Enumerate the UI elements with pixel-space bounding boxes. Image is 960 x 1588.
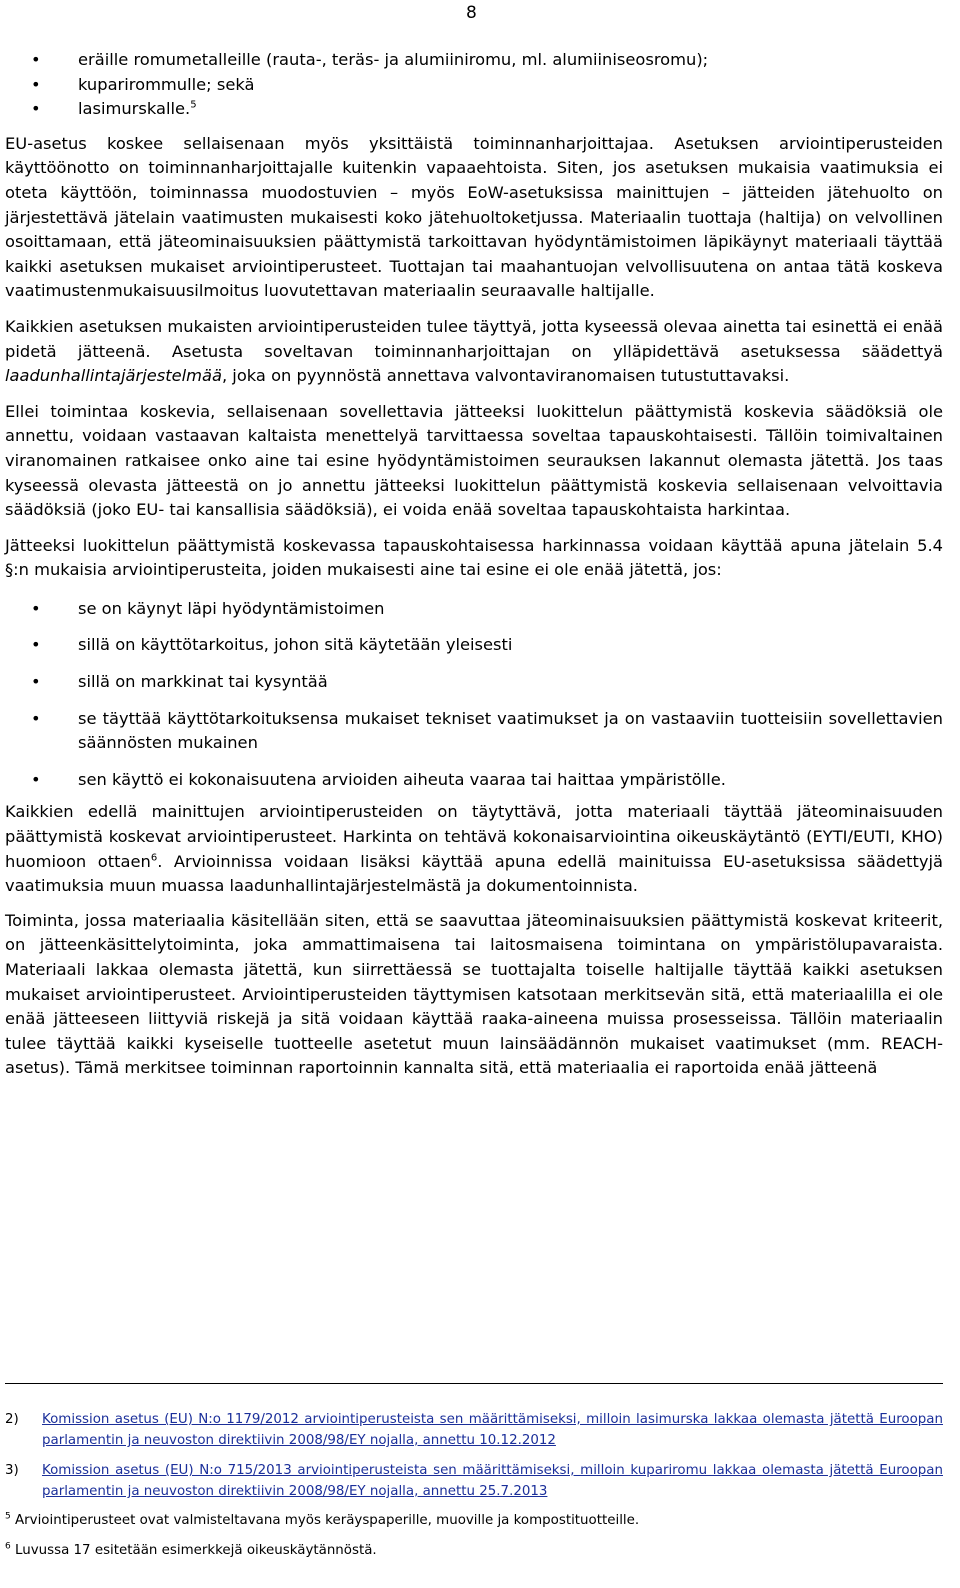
document-body (5, 48, 943, 1081)
footnote-number: 3) (5, 1463, 19, 1478)
list-item: • lasimurskalle.$^5$ (5, 97, 943, 122)
page-number: 8 (466, 3, 478, 23)
footnote-link[interactable]: Komission asetus (EU) N:o 1179/2012 arviointiperusteista sen määrittämiseksi, milloin lasimurska lakkaa olemasta jätettä Euroopan parlamentin ja neuvoston direktiivin 2008/98/EY nojalla, annettu 10.12.2012 (42, 1412, 943, 1448)
footnote-2 (5, 1409, 943, 1451)
list-item: • eräille romumetalleille (rauta-, teräs- ja alumiiniromu, ml. alumiiniseosromu); (5, 48, 943, 73)
criteria-bullet-list (5, 597, 943, 793)
footnote-divider (5, 1383, 943, 1384)
list-item: • sen käyttö ei kokonaisuutena arvioiden aiheuta vaaraa tai haittaa ympäristölle. (5, 768, 943, 793)
list-item: • se on käynyt läpi hyödyntämistoimen (5, 597, 943, 622)
paragraph-waste-act-criteria: Jätteeksi luokittelun päättymistä koskevassa tapauskohtaisessa harkinnassa voidaan käyttää apuna jätelain 5.4 §:n mukaisia arviointiperusteita, joiden mukaisesti aine tai esine ei ole enää jätettä, jos: (5, 535, 943, 580)
footnote-5: $^5$ Arviointiperusteet ovat valmisteltavana myös keräyspaperille, muoville ja kompostituotteille. (5, 1511, 640, 1528)
paragraph-processing-activity: Toiminta, jossa materiaalia käsitellään siten, että se saavuttaa jäteominaisuuksien päättymistä koskevat kriteerit, on jätteenkäsittelytoiminta, joka ammattimaisena tai laitosmaisena toimintana on ympäristölupavaraista. Materiaali lakkaa olemasta jätettä, kun siirrettäessä se tuottajalta toiselle haltijalle täyttää kaikki asetuksen mukaiset arviointiperusteet. Arviointiperusteiden täyttymisen katsotaan merkitsevän sitä, että materiaalilla ei ole enää jätteeseen liittyviä riskejä ja sitä voidaan käyttää raaka-aineena muissa prosesseissa. Tällöin materiaalin tulee täyttää kaikki kyseiselle tuotteelle asetetut muun lainsäädännön mukaiset vaatimukset (mm. REACH-asetus). Tämä merkitsee toiminnan raportoinnin kannalta sitä, että materiaalia ei raportoida enää jätteenä (5, 910, 943, 1078)
footnote-ref: 5 (190, 99, 197, 111)
footnote-link[interactable]: Komission asetus (EU) N:o 715/2013 arviointiperusteista sen määrittämiseksi, milloin kupariromu lakkaa olemasta jätettä Euroopan parlamentin ja neuvoston direktiivin 2008/98/EY nojalla, annettu 25.7.2013 (42, 1463, 943, 1499)
footnote-ref: 6 (150, 852, 158, 864)
paragraph-eu-regulation: EU-asetus koskee sellaisenaan myös yksittäistä toiminnanharjoittajaa. Asetuksen arviointiperusteiden käyttöönotto on toiminnanharjoittajalle kuitenkin vapaaehtoista. Siten, jos asetuksen mukaisia vaatimuksia ei oteta käyttöön, toiminnassa muodostuvien – myös EoW-asetuksissa mainittujen – jätteiden jätehuolto on järjestettävä jätelain vaatimusten mukaisesti koko jätehuoltoketjussa. Materiaalin tuottaja (haltija) on velvollinen osoittamaan, että jäteominaisuuksien päättymistä tarkoittavan hyödyntämistoimen läpikäynyt materiaali täyttää kaikki asetuksen mukaiset arviointiperusteet. Tuottajan tai maahantuojan velvollisuutena on antaa tätä koskeva vaatimustenmukaisuusilmoitus luovutettavan materiaalin seuraavalle haltijalle. (5, 133, 943, 301)
list-item: • sillä on käyttötarkoitus, johon sitä käytetään yleisesti (5, 633, 943, 658)
list-item: • sillä on markkinat tai kysyntää (5, 670, 943, 695)
paragraph-overall-assessment: Kaikkien edellä mainittujen arviointiperusteiden on täytyttävä, jotta materiaali täyttää jäteominaisuuden päättymistä koskevat arviointiperusteet. Harkinta on tehtävä kokonaisarviointina oikeuskäytäntö (EYTI/EUTI, KHO) huomioon ottaen$^6$. Arvioinnissa voidaan lisäksi käyttää apuna edellä mainituissa EU-asetuksissa säädettyjä vaatimuksia muun muassa laadunhallintajärjestelmästä ja dokumentoinnista. (5, 802, 943, 896)
list-item: • se täyttää käyttötarkoituksensa mukaiset tekniset vaatimukset ja on vastaaviin tuotteisiin sovellettavien säännösten mukainen (5, 707, 943, 756)
footnote-3 (5, 1460, 943, 1502)
quality-system-term: laadunhallintajärjestelmää (5, 366, 222, 386)
list-item: • kuparirommulle; sekä (5, 73, 943, 98)
paragraph-case-by-case: Ellei toimintaa koskevia, sellaisenaan sovellettavia jätteeksi luokittelun päättymistä koskevia säädöksiä ole annettu, voidaan vastaavan kaltaista menettelyä tarvittaessa soveltaa tapauskohtaisesti. Tällöin toimivaltainen viranomainen ratkaisee onko aine tai esine hyödyntämistoimen seurauksen lakannut olemasta jätettä. Jos taas kyseessä olevasta jätteestä on jo annettu jätteeksi luokittelun päättymistä koskevia sellaisenaan velvoittavia säädöksiä (joko EU- tai kansallisia säädöksiä), ei voida enää soveltaa tapauskohtaista harkintaa. (5, 401, 943, 520)
scrap-bullet-list (5, 48, 943, 122)
footnote-number: 2) (5, 1412, 19, 1427)
paragraph-criteria-fulfilment: Kaikkien asetuksen mukaisten arviointiperusteiden tulee täyttyä, jotta kyseessä olevaa ainetta tai esinettä ei enää pidetä jätteenä. Asetusta soveltavan toiminnanharjoittajan on ylläpidettävä asetuksessa säädettyä laadunhallintajärjestelmää, joka on pyynnöstä annettava valvontaviranomaisen tutustuttavaksi. (5, 316, 943, 386)
footnotes (5, 1383, 943, 1570)
footnote-6: $^6$ Luvussa 17 esitetään esimerkkejä oikeuskäytännöstä. (5, 1541, 377, 1558)
